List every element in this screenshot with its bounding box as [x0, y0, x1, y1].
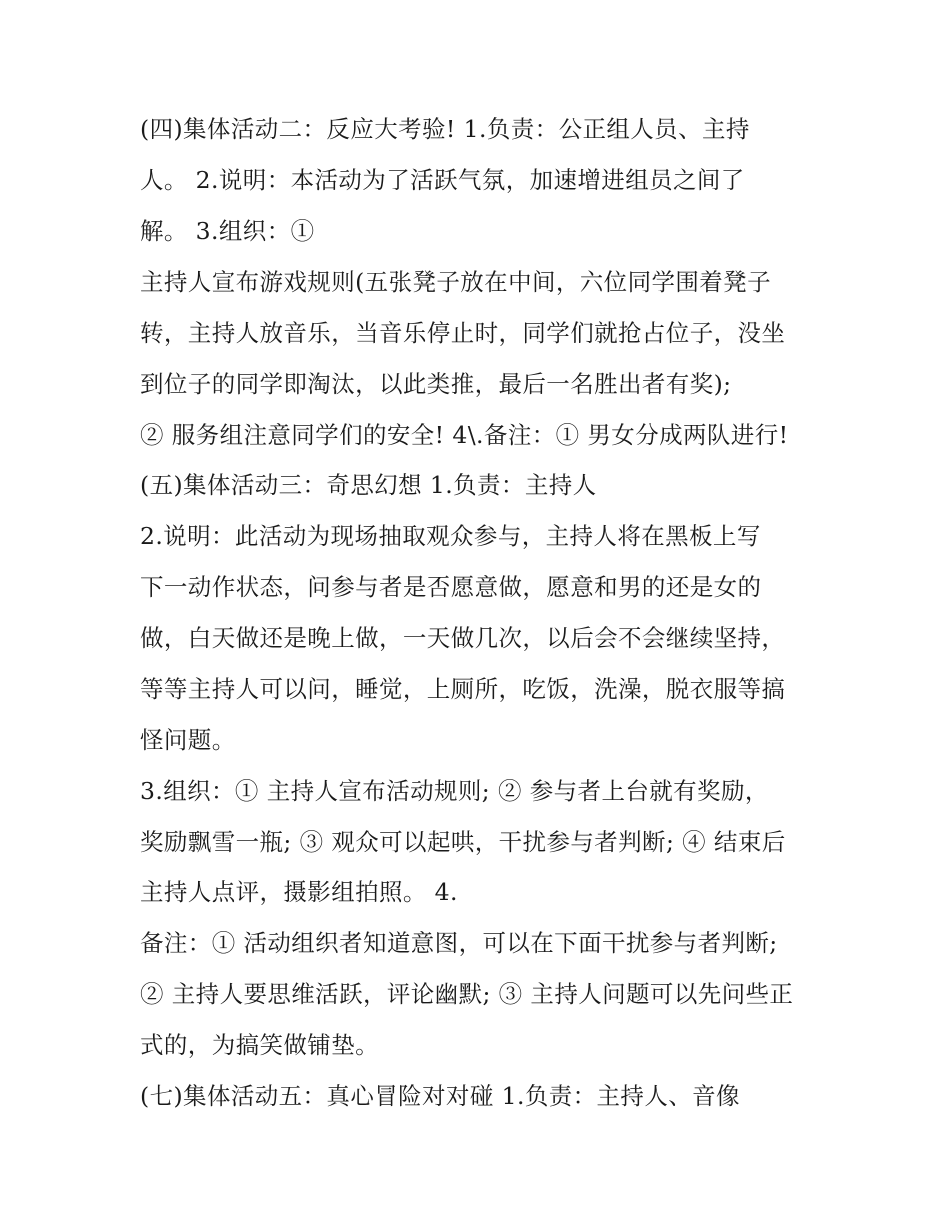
text-line-11: 做，白天做还是晚上做，一天做几次，以后会不会继续坚持， — [140, 624, 786, 652]
text-line-8: (五)集体活动三：奇思幻想 1.负责：主持人 — [140, 471, 597, 499]
text-line-4: 主持人宣布游戏规则(五张凳子放在中间，六位同学围着凳子 — [140, 268, 771, 296]
text-line-2: 人。 2.说明：本活动为了活跃气氛，加速增进组员之间了 — [140, 166, 745, 194]
text-line-12: 等等主持人可以问，睡觉，上厕所，吃饭，洗澡，脱衣服等搞 — [140, 675, 786, 703]
text-line-14: 3.组织：① 主持人宣布活动规则; ② 参与者上台就有奖励， — [140, 777, 769, 805]
text-line-5: 转，主持人放音乐，当音乐停止时，同学们就抢占位子，没坐 — [140, 319, 786, 347]
text-line-16: 主持人点评，摄影组拍照。 4. — [140, 878, 458, 906]
text-line-6: 到位子的同学即淘汰，以此类推，最后一名胜出者有奖); — [140, 370, 732, 398]
text-line-13: 怪问题。 — [140, 726, 236, 754]
text-line-1: (四)集体活动二：反应大考验! 1.负责：公正组人员、主持 — [140, 115, 750, 143]
text-line-17: 备注：① 活动组织者知道意图，可以在下面干扰参与者判断; — [140, 929, 778, 957]
text-line-15: 奖励飘雪一瓶; ③ 观众可以起哄，干扰参与者判断; ④ 结束后 — [140, 828, 786, 856]
text-line-19: 式的，为搞笑做铺垫。 — [140, 1031, 379, 1059]
text-line-7: ② 服务组注意同学们的安全! 4\.备注：① 男女分成两队进行! — [140, 421, 789, 449]
text-line-20: (七)集体活动五：真心冒险对对碰 1.负责：主持人、音像 — [140, 1082, 740, 1110]
text-line-10: 下一动作状态，问参与者是否愿意做，愿意和男的还是女的 — [140, 573, 762, 601]
text-line-18: ② 主持人要思维活跃，评论幽默; ③ 主持人问题可以先问些正 — [140, 980, 794, 1008]
text-line-9: 2.说明：此活动为现场抽取观众参与，主持人将在黑板上写 — [140, 522, 761, 550]
text-line-3: 解。 3.组织：① — [140, 217, 315, 245]
